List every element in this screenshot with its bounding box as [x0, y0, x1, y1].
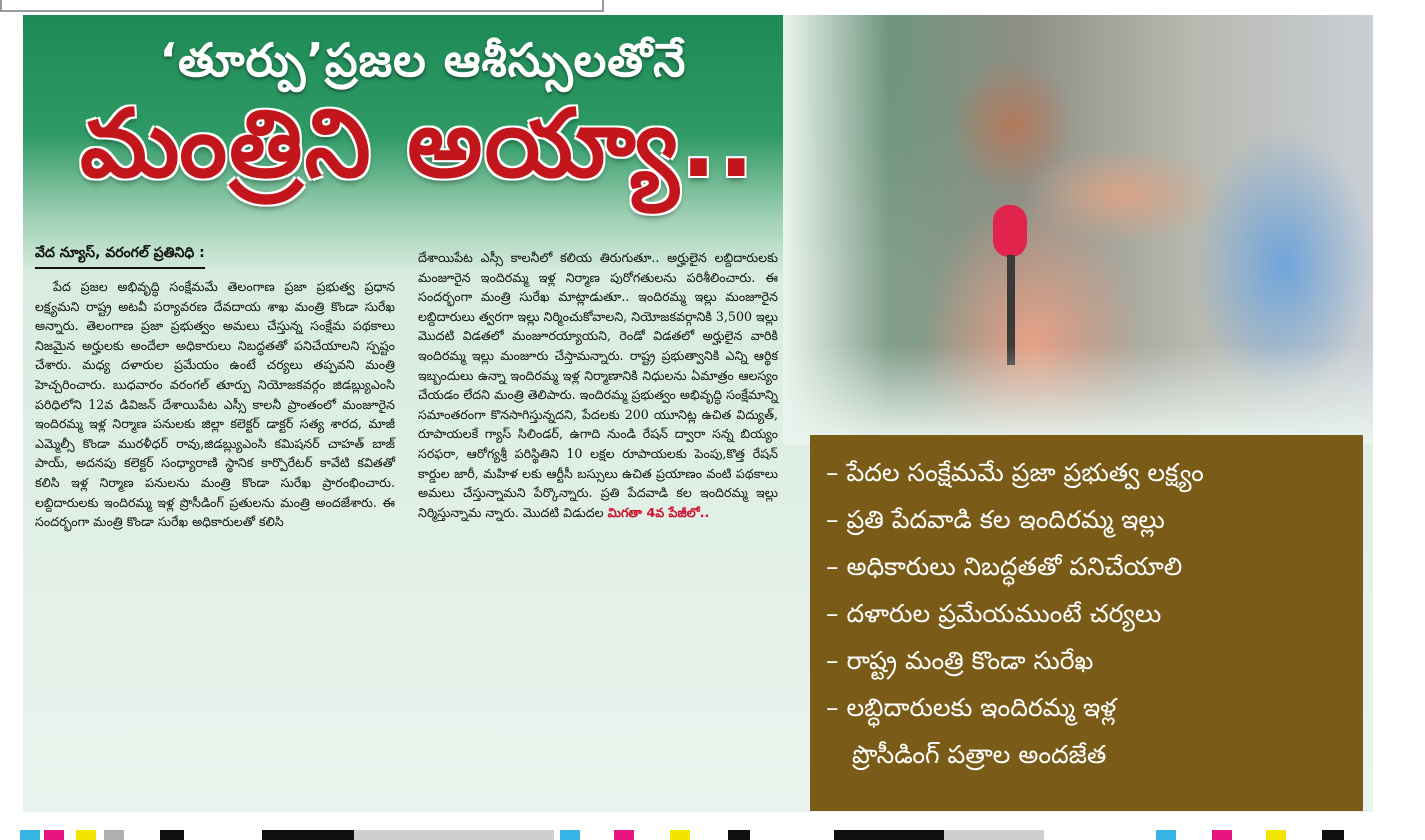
microphone-icon: [993, 205, 1027, 257]
news-article-panel: [23, 15, 1373, 812]
headline-line-1: ‘తూర్పు’ప్రజల ఆశీస్సులతోనే: [159, 33, 687, 87]
highlight-item: – అధికారులు నిబద్ధతతో పనిచేయాలి: [826, 552, 1183, 581]
highlight-item: – దళారుల ప్రమేయముంటే చర్యలు: [826, 599, 1162, 628]
article-column-2: [418, 248, 778, 522]
article-column-1: పేద ప్రజల అభివృద్ధి సంక్షేమమే తెలంగాణ ప్రజా ప్రభుత్వ ప్రధాన లక్ష్యమని రాష్ట్ర అటవీ పర్యావరణ దేవదాయ శాఖ మంత్రి కొండా సురేఖ అన్నారు. తెలంగాణ ప్రజా ప్రభుత్వం అమలు చేస్తున్న సంక్షేమ పథకాలు నిజమైన అర్హులకు అందేలా అధికారులు నిబద్ధతతో పనిచేయాలని స్పష్టం చేశారు. మధ్య దళారుల ప్రమేయం ఉంటే చర్యలు తప్పవని మంత్రి హెచ్చరించారు. బుధవారం వరంగల్ తూర్పు నియోజకవర్గం జిడబ్ల్యుఎంసి పరిధిలోని 12వ డివిజన్ దేశాయిపేట ఎస్సీ కాలనీ ప్రాంతంలో మంజూరైన ఇందిరమ్మ ఇళ్ల నిర్మాణ పనులకు జిల్లా కలెక్టర్ డాక్టర్ సత్య శారద, మాజీ ఎమ్మెల్సీ కొండా మురళీధర్ రావు,జిడబ్ల్యుఎంసి కమిషనర్ చాహత్ బాజ్ పాయ్, అదనపు కలెక్టర్ సంధ్యారాణి స్థానిక కార్పొరేటర్ కావేటి కవితతో కలిసి ఇళ్ల నిర్మాణ పనులను మంత్రి కొండా సురేఖ ప్రారంభించారు. లబ్దిదారులకు ఇందిరమ్మ ఇళ్ల ప్రొసీడింగ్ ప్రతులను మంత్రి అందజేశారు. ఈ సందర్భంగా మంత్రి కొండా సురేఖ అధికారులతో కలిసి: [35, 279, 395, 530]
highlight-item: – ప్రతి పేదవాడి కల ఇందిరమ్మ ఇల్లు: [826, 505, 1165, 534]
highlights-box: [810, 435, 1363, 811]
article-column-2-text: దేశాయిపేట ఎస్సీ కాలనీలో కలియ తిరుగుతూ.. అర్హులైన లబ్దిదారులకు మంజూరైన ఇందిరమ్మ ఇళ్ల నిర్మాణ పురోగతులను పరిశీలించారు. ఈ సందర్భంగా మంత్రి సురేఖ మాట్లాడుతూ.. ఇందిరమ్మ ఇల్లు మంజూరైన లబ్దిదారులు త్వరగా ఇల్లు నిర్మించుకోవాలని, నియోజకవర్గానికి 3,500 ఇల్లు మొదటి విడతలో మంజూరయ్యాయని, రెండో విడతలో అర్హులైన వారికి ఇందిరమ్మ ఇల్లు మంజూరు చేస్తామన్నారు. రాష్ట్ర ప్రభుత్వానికి ఎన్ని ఆర్థిక ఇబ్బందులు ఉన్నా ఇందిరమ్మ ఇళ్ల నిర్మాణానికి నిధులను ఏమాత్రం ఆలస్యం చేయడం లేదని మంత్రి తెలిపారు. ఇందిరమ్మ ప్రభుత్వం అభివృద్ధి సంక్షేమాన్ని సమాంతరంగా కొనసాగిస్తున్నదని, పేదలకు 200 యూనిట్ల ఉచిత విద్యుత్, రూపాయలకే గ్యాస్ సిలిండర్, ఉగాది నుండి రేషన్ ద్వారా సన్న బియ్యం సరఫరా, ఆరోగ్యశ్రీ పరిస్థితిని 10 లక్షల రూపాయలకు పెంపు,కొత్త రేషన్ కార్డుల జారీ, మహిళ లకు ఆర్టీసీ బస్సులు ఉచిత ప్రయాణం వంటి పథకాలు అమలు చేస్తున్నామని పేర్కొన్నారు. ప్రతి పేదవాడి కల ఇందిరమ్మ ఇల్లు నిర్మిస్తున్నామ న్నారు. మొదటి విడుదల: [418, 250, 778, 520]
print-registration-bar: [0, 830, 1425, 840]
highlight-item: – పేదల సంక్షేమమే ప్రజా ప్రభుత్వ లక్ష్యం: [826, 458, 1204, 487]
top-border-frame: [0, 0, 604, 12]
headline-line-2: మంత్రిని అయ్యా..: [79, 90, 757, 199]
highlight-item: – రాష్ట్ర మంత్రి కొండా సురేఖ: [826, 646, 1094, 675]
highlight-item-continuation: ప్రొసీడింగ్ పత్రాల అందజేత: [852, 740, 1107, 769]
highlight-item: – లబ్ధిదారులకు ఇందిరమ్మ ఇళ్ల: [826, 693, 1117, 722]
byline: వేద న్యూస్, వరంగల్ ప్రతినిధి :: [35, 245, 205, 269]
photo-fade-overlay: [783, 345, 1373, 445]
continued-on-page-note: మిగతా 4వ పేజీలో..: [607, 504, 710, 520]
